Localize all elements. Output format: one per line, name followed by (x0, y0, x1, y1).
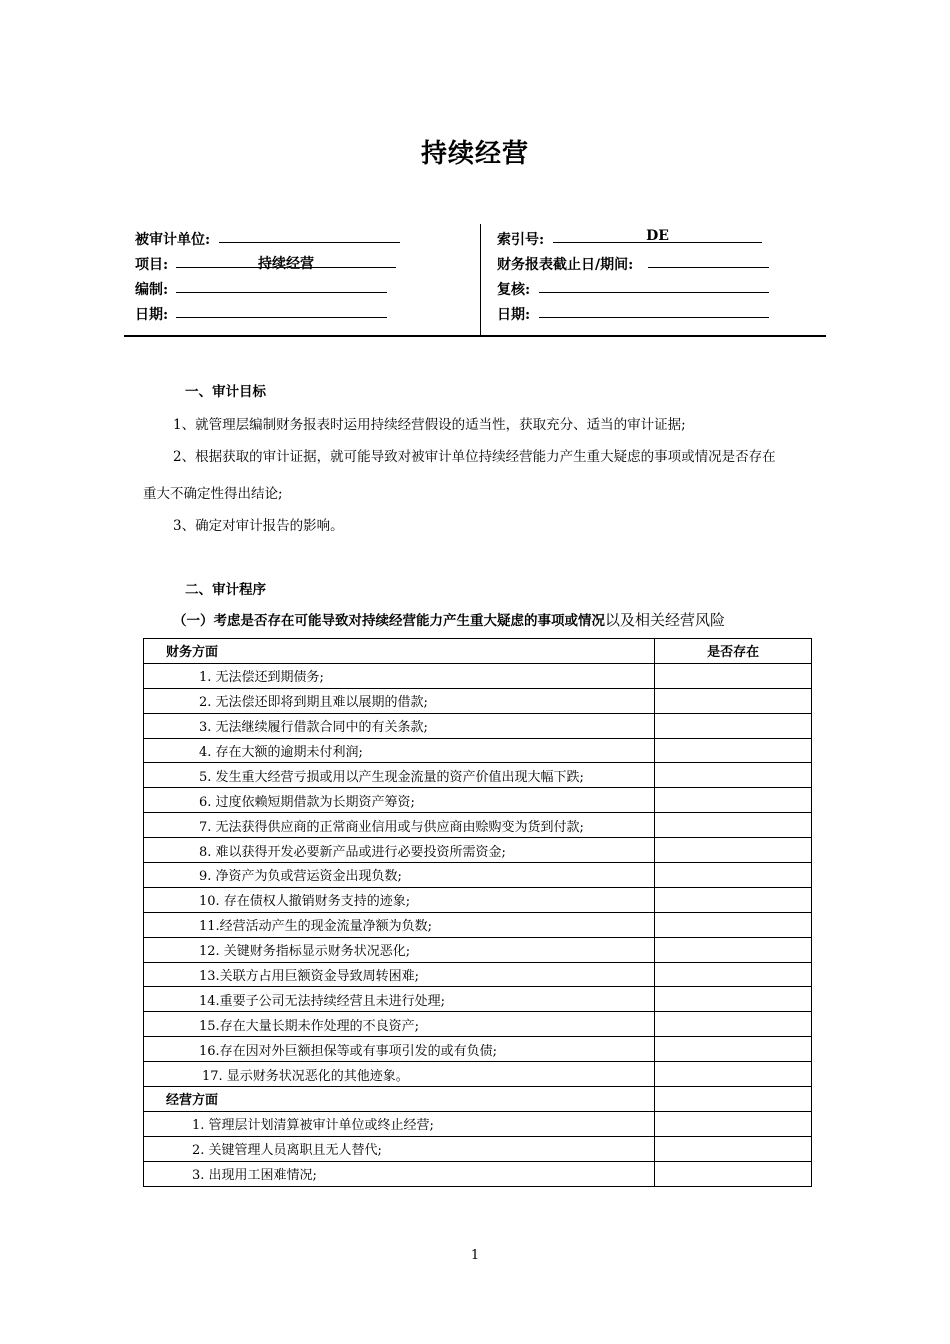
table-row (144, 788, 812, 813)
exists-header: 是否存在 (655, 639, 812, 664)
objective-3: 3、确定对审计报告的影响。 (173, 518, 344, 534)
row-label: 1. 管理层计划清算被审计单位或终止经营; (144, 1111, 655, 1136)
review-label: 复核: (497, 282, 531, 298)
header-rule (124, 335, 826, 337)
row-label: 2. 无法偿还即将到期且难以展期的借款; (144, 688, 655, 713)
date-right-field[interactable] (539, 303, 769, 318)
objective-1: 1、就管理层编制财务报表时运用持续经营假设的适当性，获取充分、适当的审计证据; (173, 417, 686, 433)
exists-cell[interactable] (655, 962, 812, 987)
table-row (144, 887, 812, 912)
date-right-label: 日期: (497, 307, 531, 323)
exists-cell[interactable] (655, 1012, 812, 1037)
row-label: 15.存在大量长期未作处理的不良资产; (144, 1012, 655, 1037)
exists-cell[interactable] (655, 863, 812, 888)
section1-heading: 一、审计目标 (185, 384, 266, 400)
exists-cell[interactable] (655, 838, 812, 863)
table-row (144, 1062, 812, 1087)
review-field[interactable] (539, 278, 769, 293)
row-label: 5. 发生重大经营亏损或用以产生现金流量的资产价值出现大幅下跌; (144, 763, 655, 788)
exists-cell[interactable] (655, 738, 812, 763)
table-row (144, 763, 812, 788)
objective-2-cont: 重大不确定性得出结论; (143, 486, 283, 502)
row-label: 12. 关键财务指标显示财务状况恶化; (144, 937, 655, 962)
exists-cell[interactable] (655, 1111, 812, 1136)
table-row (144, 1111, 812, 1136)
table-row (144, 1136, 812, 1161)
table-row (144, 738, 812, 763)
row-label: 16.存在因对外巨额担保等或有事项引发的或有负债; (144, 1037, 655, 1062)
table-header-row (144, 639, 812, 664)
row-label: 8. 难以获得开发必要新产品或进行必要投资所需资金; (144, 838, 655, 863)
subheading-bold: （一）考虑是否存在可能导致对持续经营能力产生重大疑虑的事项或情况 (173, 613, 605, 629)
table-row (144, 1161, 812, 1186)
exists-cell[interactable] (655, 1037, 812, 1062)
exists-cell[interactable] (655, 1062, 812, 1087)
exists-cell[interactable] (655, 763, 812, 788)
table-row (144, 912, 812, 937)
exists-cell[interactable] (655, 1136, 812, 1161)
exists-cell[interactable] (655, 887, 812, 912)
exists-cell[interactable] (655, 813, 812, 838)
page-number: 1 (470, 1248, 480, 1263)
table-row (144, 688, 812, 713)
row-label: 4. 存在大额的逾期未付利润; (144, 738, 655, 763)
exists-cell[interactable] (655, 663, 812, 688)
project-field[interactable]: 持续经营 (176, 253, 396, 268)
table-row (144, 713, 812, 738)
exists-cell[interactable] (655, 987, 812, 1012)
operation-header: 经营方面 (144, 1087, 655, 1112)
section2-heading: 二、审计程序 (185, 582, 266, 598)
prepared-label: 编制: (135, 282, 169, 298)
table-row (144, 1037, 812, 1062)
auditee-field[interactable] (219, 228, 400, 243)
row-label: 2. 关键管理人员离职且无人替代; (144, 1136, 655, 1161)
auditee-label: 被审计单位: (135, 232, 211, 248)
row-label: 17. 显示财务状况恶化的其他迹象。 (144, 1062, 655, 1087)
row-label: 7. 无法获得供应商的正常商业信用或与供应商由赊购变为货到付款; (144, 813, 655, 838)
exists-cell[interactable] (655, 1161, 812, 1186)
table-row (144, 838, 812, 863)
row-label: 13.关联方占用巨额资金导致周转困难; (144, 962, 655, 987)
project-label: 项目: (135, 257, 169, 273)
exists-cell[interactable] (655, 937, 812, 962)
row-label: 3. 出现用工困难情况; (144, 1161, 655, 1186)
row-label: 11.经营活动产生的现金流量净额为负数; (144, 912, 655, 937)
table-row (144, 813, 812, 838)
row-label: 9. 净资产为负或营运资金出现负数; (144, 863, 655, 888)
page-title: 持续经营 (420, 139, 529, 169)
operation-header-row (144, 1087, 812, 1112)
table-row (144, 987, 812, 1012)
prepared-field[interactable] (176, 278, 387, 293)
objective-2: 2、根据获取的审计证据，就可能导致对被审计单位持续经营能力产生重大疑虑的事项或情况是否存在 (173, 449, 776, 465)
header-divider (480, 224, 481, 336)
table-row (144, 962, 812, 987)
exists-cell[interactable] (655, 1087, 812, 1112)
subheading-normal: 以及相关经营风险 (605, 611, 726, 629)
row-label: 14.重要子公司无法持续经营且未进行处理; (144, 987, 655, 1012)
date-left-label: 日期: (135, 307, 169, 323)
procedure-subheading (173, 609, 725, 630)
index-field[interactable]: DE (553, 228, 762, 243)
table-row (144, 863, 812, 888)
period-label: 财务报表截止日/期间: (497, 257, 634, 273)
exists-cell[interactable] (655, 713, 812, 738)
table-row (144, 663, 812, 688)
date-left-field[interactable] (176, 303, 387, 318)
exists-cell[interactable] (655, 912, 812, 937)
exists-cell[interactable] (655, 788, 812, 813)
row-label: 3. 无法继续履行借款合同中的有关条款; (144, 713, 655, 738)
procedure-table (143, 638, 812, 1187)
index-label: 索引号: (497, 232, 545, 248)
row-label: 1. 无法偿还到期债务; (144, 663, 655, 688)
row-label: 10. 存在债权人撤销财务支持的迹象; (144, 887, 655, 912)
finance-header: 财务方面 (144, 639, 655, 664)
exists-cell[interactable] (655, 688, 812, 713)
table-row (144, 1012, 812, 1037)
table-row (144, 937, 812, 962)
period-field[interactable] (648, 253, 769, 268)
row-label: 6. 过度依赖短期借款为长期资产筹资; (144, 788, 655, 813)
